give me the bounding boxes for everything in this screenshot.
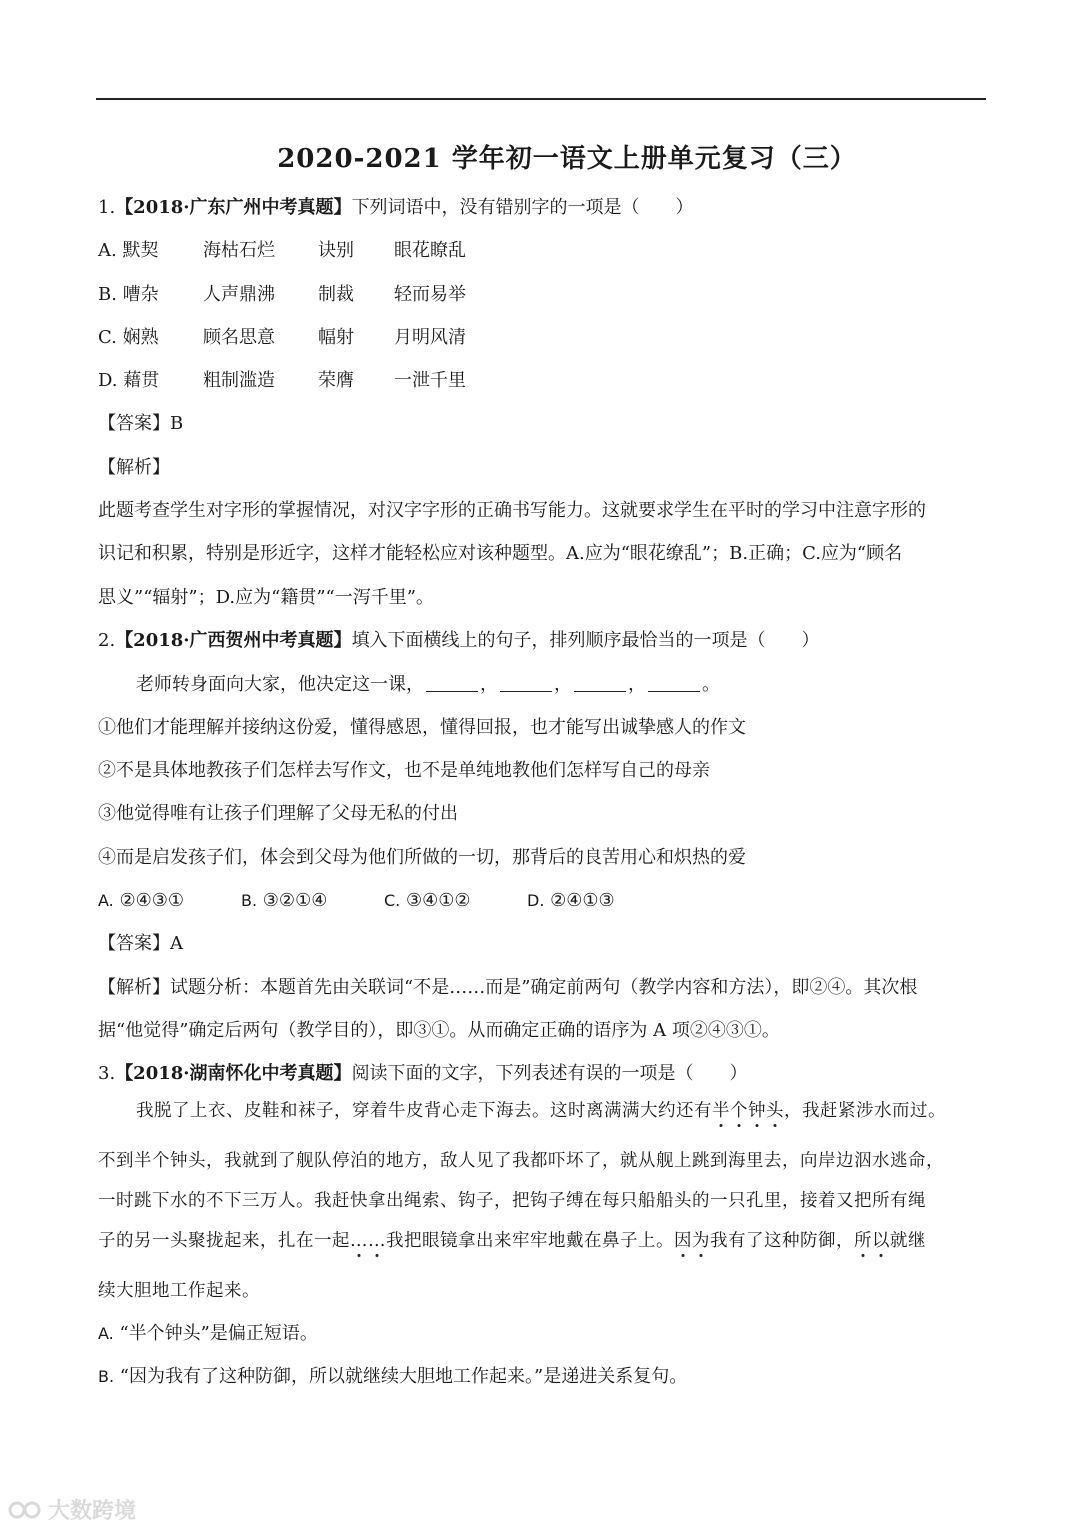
watermark bbox=[8, 1494, 136, 1525]
q3-passage-line: 续大胆地工作起来。 bbox=[98, 1281, 260, 1301]
q1-source: 【2018·广东广州中考真题】 bbox=[115, 197, 352, 218]
question-1-stem bbox=[98, 195, 694, 221]
q2-source: 【2018·广西贺州中考真题】 bbox=[115, 630, 352, 651]
dotted-emphasis: 半个钟头 bbox=[712, 1101, 784, 1121]
q3-option-a: A. “半个钟头”是偏正短语。 bbox=[98, 1323, 318, 1344]
watermark-logo-icon bbox=[8, 1499, 44, 1521]
fill-blank bbox=[500, 673, 552, 692]
q3-stem-text: 阅读下面的文字，下列表述有误的一项是（ ） bbox=[351, 1063, 748, 1084]
q3-number: 3. bbox=[98, 1063, 116, 1084]
q2-number: 2. bbox=[98, 630, 116, 651]
fill-blank bbox=[426, 673, 478, 692]
q2-analysis-line: 【解析】试题分析：本题首先由关联词“不是……而是”确定前两句（教学内容和方法），即②④。其次根 bbox=[98, 977, 918, 998]
fill-blank bbox=[574, 673, 626, 692]
q2-sentence: ①他们才能理解并接纳这份爱，懂得感恩，懂得回报，也才能写出诚挚感人的作文 bbox=[98, 717, 746, 738]
question-2-stem bbox=[98, 628, 820, 654]
q1-option-a: A. 默契 海枯石烂 诀别 眼花瞭乱 bbox=[98, 240, 466, 261]
dotted-emphasis: …… bbox=[350, 1231, 386, 1251]
q2-answer: 【答案】A bbox=[98, 933, 183, 954]
fill-blank bbox=[648, 673, 700, 692]
q1-analysis-label: 【解析】 bbox=[98, 457, 170, 478]
q3-passage-line: 我脱了上衣、皮鞋和袜子，穿着牛皮背心走下海去。这时离满满大约还有半个钟头，我赶紧涉水而过。 bbox=[136, 1101, 946, 1121]
page-title: 2020-2021 学年初一语文上册单元复习（三） bbox=[277, 144, 857, 174]
q3-source: 【2018·湖南怀化中考真题】 bbox=[115, 1063, 352, 1084]
question-3-stem bbox=[98, 1061, 748, 1087]
dotted-emphasis: 所以 bbox=[854, 1231, 890, 1251]
q3-passage-line: 子的另一头聚拢起来，扎在一起……我把眼镜拿出来牢牢地戴在鼻子上。因为我有了这种防御，所以就继 bbox=[98, 1231, 926, 1251]
q1-analysis-line: 此题考查学生对字形的掌握情况，对汉字字形的正确书写能力。这就要求学生在平时的学习中注意字形的 bbox=[98, 500, 926, 521]
q3-passage-line: 不到半个钟头，我就到了舰队停泊的地方，敌人见了我都吓坏了，就从舰上跳到海里去，向岸边泅水逃命， bbox=[98, 1151, 944, 1171]
q2-choices: A. ②④③① B. ③②①④ C. ③④①② D. ②④①③ bbox=[98, 890, 615, 911]
header-rule bbox=[96, 98, 986, 100]
q2-stem-text: 填入下面横线上的句子，排列顺序最恰当的一项是（ ） bbox=[351, 630, 820, 651]
watermark-text: 大数跨境 bbox=[48, 1499, 137, 1524]
q1-analysis-line: 识记和积累，特别是形近字，这样才能轻松应对该种题型。A.应为“眼花缭乱”；B.正确；C.应为“顾名 bbox=[98, 543, 903, 564]
q1-number: 1. bbox=[98, 197, 116, 218]
q2-analysis-line: 据“他觉得”确定后两句（教学目的），即③①。从而确定正确的语序为 A 项②④③①。 bbox=[98, 1020, 780, 1041]
q1-option-b: B. 嘈杂 人声鼎沸 制裁 轻而易举 bbox=[98, 284, 466, 305]
q1-option-c: C. 娴熟 顾名思意 幅射 月明风清 bbox=[98, 327, 466, 348]
q3-option-b: B. “因为我有了这种防御，所以就继续大胆地工作起来。”是递进关系复句。 bbox=[98, 1366, 688, 1387]
dotted-emphasis: 因为 bbox=[674, 1231, 710, 1251]
q1-answer: 【答案】B bbox=[98, 413, 184, 434]
q1-analysis-line: 思义”“辐射”；D.应为“籍贯”“一泻千里”。 bbox=[98, 587, 434, 608]
q2-sentence: ②不是具体地教孩子们怎样去写作文，也不是单纯地教他们怎样写自己的母亲 bbox=[98, 760, 710, 781]
q1-stem-text: 下列词语中，没有错别字的一项是（ ） bbox=[351, 197, 694, 218]
q2-lead-sentence: 老师转身面向大家，他决定这一课， ， ， ， 。 bbox=[136, 674, 720, 695]
q1-option-d: D. 藉贯 粗制滥造 荣膺 一泄千里 bbox=[98, 370, 466, 391]
q2-sentence: ③他觉得唯有让孩子们理解了父母无私的付出 bbox=[98, 803, 458, 824]
q2-sentence: ④而是启发孩子们，体会到父母为他们所做的一切，那背后的良苦用心和炽热的爱 bbox=[98, 847, 746, 868]
q3-passage-line: 一时跳下水的不下三万人。我赶快拿出绳索、钩子，把钩子缚在每只船船头的一只孔里，接着又把所有绳 bbox=[98, 1191, 926, 1211]
